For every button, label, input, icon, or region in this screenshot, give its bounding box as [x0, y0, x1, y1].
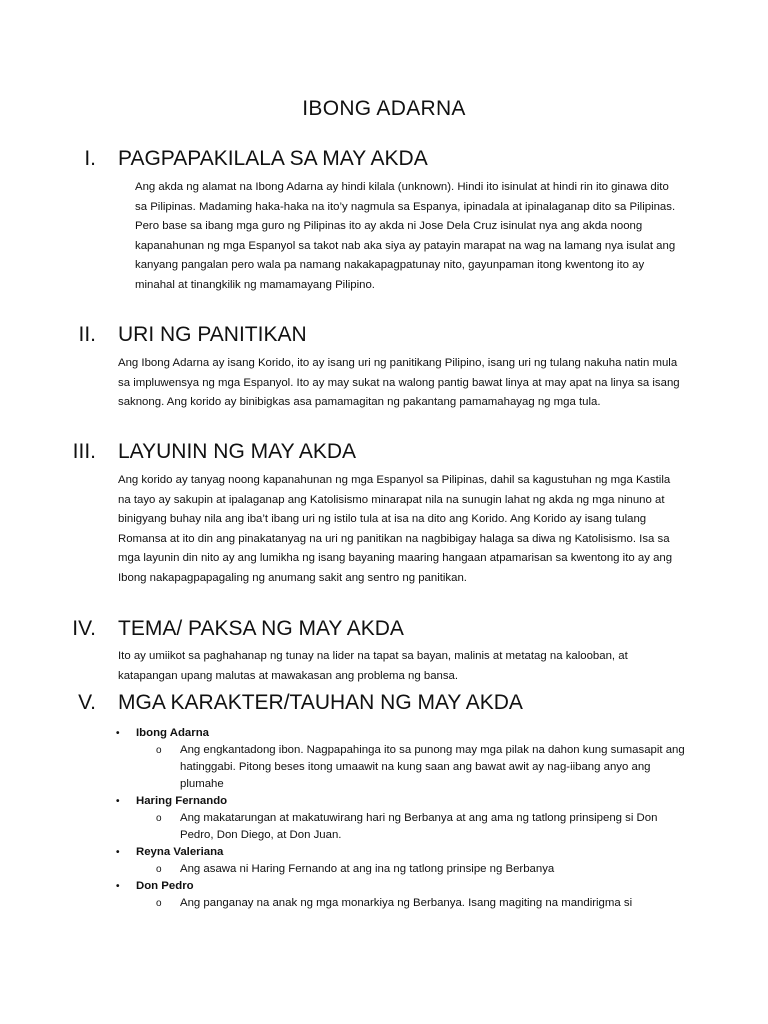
bullet-icon: •	[116, 881, 120, 892]
character-name	[116, 725, 691, 742]
character-description	[116, 810, 691, 844]
section-title-5: MGA KARAKTER/TAUHAN NG MAY AKDA	[118, 691, 523, 714]
section-numeral-1: I.	[84, 147, 96, 170]
section-numeral-5: V.	[78, 691, 96, 714]
section-numeral-3: III.	[72, 440, 96, 463]
section-heading-4	[70, 616, 730, 642]
sub-bullet-icon: o	[156, 813, 162, 824]
section-title-1: PAGPAPAKILALA SA MAY AKDA	[118, 147, 428, 170]
section-heading-5	[70, 690, 730, 716]
character-description	[116, 861, 691, 878]
character-description-text: Ang engkantadong ibon. Nagpapahinga ito sa punong may mga pilak na dahon kung sumasapit ang hatinggabi. Pitong beses itong umaawit na kung saan ang bawat awit ay nag-iibang anyo ang plumahe	[180, 744, 685, 790]
section-numeral-4: IV.	[72, 617, 96, 640]
section-body-3: Ang korido ay tanyag noong kapanahunan ng mga Espanyol sa Pilipinas, dahil sa kagustuhan ng mga Kastila na tayo ay sakupin at ipalaganap ang Katolisismo minarapat nila na sunugin lahat ng akda ng mga ninuno at binigyang buhay nila ang iba’t ibang uri ng istilo tula at isa na dito ang Korido. Ang Korido ay isang tulang Romansa at ito din ang pinakatanyag na uri ng panitikan na nagbibigay halaga sa diwa ng Katolisismo. Isa sa mga layunin din nito ay ang lumikha ng isang bayaning maaring hangaan atpamarisan sa kwentong ito ay ang Ibong nakapagpapagaling ng anumang sakit ang sentro ng panitikan.	[118, 474, 673, 584]
page-title: IBONG ADARNA	[302, 97, 466, 120]
character-item-haring-fernando	[116, 793, 691, 844]
section-body-1: Ang akda ng alamat na Ibong Adarna ay hindi kilala (unknown). Hindi ito isinulat at hindi rin ito ginawa dito sa Pilipinas. Madaming haka-haka na ito’y nagmula sa Espanya, ipinadala at ipinalaganap dito sa Pilipinas. Pero base sa ibang mga guro ng Pilipinas ito ay akda ni Jose Dela Cruz isinulat nya ang akda noong kapanahunan ng mga Espanyol sa takot nab aka siya ay patayin marapat na wag na lamang nya isulat ang kanyang pangalan pero wala pa namang nakakapagpatunay nito, gayunpaman itong kwentong ito ay minahal at tinangkilik ng mamamayang Pilipino.	[135, 181, 676, 291]
section-numeral-2: II.	[78, 323, 96, 346]
section-title-3: LAYUNIN NG MAY AKDA	[118, 440, 357, 463]
section-body-2: Ang Ibong Adarna ay isang Korido, ito ay isang uri ng panitikang Pilipino, isang uri ng tulang nakuha natin mula sa impluwensya ng mga Espanyol. Ito ay may sukat na walong pantig bawat linya at may apat na linya sa isang saknong. Ang korido ay binibigkas asa pamamagitan ng pakantang pamamahayag ng mga tula.	[118, 357, 680, 408]
section-title-2: URI NG PANITIKAN	[118, 323, 307, 346]
character-list	[116, 725, 691, 912]
sub-bullet-icon: o	[156, 864, 162, 875]
character-name	[116, 793, 691, 810]
section-title-4: TEMA/ PAKSA NG MAY AKDA	[118, 617, 404, 640]
character-name-text: Haring Fernando	[136, 795, 228, 807]
character-item-reyna-valeriana	[116, 844, 691, 878]
character-description	[116, 742, 691, 793]
bullet-icon: •	[116, 847, 120, 858]
bullet-icon: •	[116, 796, 120, 807]
character-description	[116, 895, 691, 912]
character-name-text: Reyna Valeriana	[136, 846, 224, 858]
bullet-icon: •	[116, 728, 120, 739]
character-description-text: Ang makatarungan at makatuwirang hari ng Berbanya at ang ama ng tatlong prinsipeng si Don Pedro, Don Diego, at Don Juan.	[180, 812, 658, 841]
section-heading-3	[70, 439, 730, 465]
section-heading-1	[70, 146, 730, 172]
character-name-text: Ibong Adarna	[136, 727, 209, 739]
character-description-text: Ang asawa ni Haring Fernando at ang ina ng tatlong prinsipe ng Berbanya	[180, 863, 555, 875]
character-name-text: Don Pedro	[136, 880, 194, 892]
character-item-ibong-adarna	[116, 725, 691, 793]
sub-bullet-icon: o	[156, 745, 162, 756]
section-heading-2	[70, 322, 730, 348]
character-name	[116, 878, 691, 895]
section-body-4: Ito ay umiikot sa paghahanap ng tunay na lider na tapat sa bayan, malinis at metatag na kalooban, at katapangan upang malutas at mawakasan ang problema ng bansa.	[118, 650, 628, 682]
sub-bullet-icon: o	[156, 898, 162, 909]
character-name	[116, 844, 691, 861]
character-description-text: Ang panganay na anak ng mga monarkiya ng Berbanya. Isang magiting na mandirigma si	[180, 897, 633, 909]
character-item-don-pedro	[116, 878, 691, 912]
